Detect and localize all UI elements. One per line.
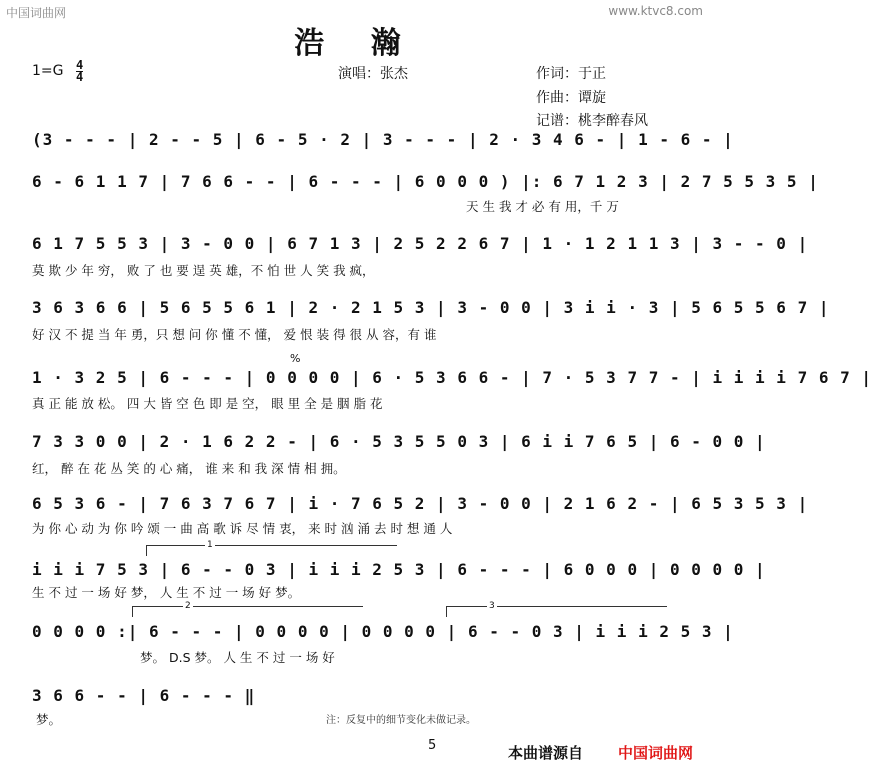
- score-system-lyrics: 为 你 心 动 为 你 吟 颂 一 曲 高 歌 诉 尽 情 衷， 来 时 汹 涌 去 时 想 通 人: [32, 521, 453, 536]
- time-signature-top: 4: [76, 58, 84, 72]
- score-system-notes: 3 6 3 6 6 | 5 6 5 5 6 1 | 2 · 2 1 5 3 | 3 - 0 0 | 3 i i · 3 | 5 6 5 5 6 7 |: [32, 298, 830, 317]
- score-system-notes: 3 6 6 - - | 6 - - - ‖: [32, 686, 256, 705]
- score-system-notes: 6 1 7 5 5 3 | 3 - 0 0 | 6 7 1 3 | 2 5 2 2 6 7 | 1 · 1 2 1 1 3 | 3 - - 0 |: [32, 234, 809, 253]
- score-system-lyrics: 莫 欺 少 年 穷， 败 了 也 要 逞 英 雄，不 怕 世 人 笑 我 疯，: [32, 263, 375, 278]
- composer: 作曲：谭旋: [536, 90, 606, 106]
- watermark-right: www.ktvc8.com: [608, 4, 703, 18]
- score-system-lyrics: 真 正 能 放 松。 四 大 皆 空 色 即 是 空， 眼 里 全 是 胭 脂 花: [32, 396, 383, 411]
- time-signature-bottom: 4: [76, 70, 84, 84]
- score-system-lyrics: 梦。: [36, 712, 62, 727]
- score-system-notes: i i i 7 5 3 | 6 - - 0 3 | i i i 2 5 3 | 6 - - - | 6 0 0 0 | 0 0 0 0 |: [32, 560, 766, 579]
- footer-site-link[interactable]: 中国词曲网: [618, 744, 694, 762]
- score-system-notes: 6 - 6 1 1 7 | 7 6 6 - - | 6 - - - | 6 0 0 0 ) |: 6 7 1 2 3 | 2 7 5 5 3 5 |: [32, 172, 819, 191]
- volta-label-3: 3: [489, 601, 495, 611]
- score-system-lyrics: 红， 醉 在 花 丛 笑 的 心 痛， 谁 来 和 我 深 情 相 拥。: [32, 461, 346, 476]
- score-system-lyrics: 天 生 我 才 必 有 用，千 万: [466, 199, 619, 214]
- performer: 演唱：张杰: [338, 66, 408, 82]
- volta-bracket-3: [446, 601, 667, 617]
- lyricist: 作词：于正: [536, 66, 606, 82]
- score-system-notes: (3 - - - | 2 - - 5 | 6 - 5 · 2 | 3 - - - | 2 · 3 4 6 - | 1 - 6 - |: [32, 130, 734, 149]
- volta-label-2: 2: [185, 601, 191, 611]
- song-title: 浩 瀚: [294, 26, 419, 61]
- score-system-notes: 6 5 3 6 - | 7 6 3 7 6 7 | i · 7 6 5 2 | 3 - 0 0 | 2 1 6 2 - | 6 5 3 5 3 |: [32, 494, 809, 513]
- score-system-lyrics: 生 不 过 一 场 好 梦， 人 生 不 过 一 场 好 梦。: [32, 585, 301, 600]
- volta-label-1: 1: [207, 540, 213, 550]
- key-signature: 1=G: [32, 63, 64, 79]
- footer-source-label: 本曲谱源自: [508, 744, 584, 762]
- score-system-lyrics: 梦。 D.S 梦。 人 生 不 过 一 场 好: [140, 650, 335, 665]
- score-system-notes: 7 3 3 0 0 | 2 · 1 6 2 2 - | 6 · 5 3 5 5 0 3 | 6 i i 7 6 5 | 6 - 0 0 |: [32, 432, 766, 451]
- transcriber: 记谱：桃李醉春风: [536, 113, 648, 129]
- footnote: 注：反复中的细节变化未做记录。: [326, 715, 476, 726]
- score-system-lyrics: 好 汉 不 提 当 年 勇，只 想 问 你 懂 不 懂， 爱 恨 装 得 很 从 容，有 谁: [32, 327, 437, 342]
- time-signature: [76, 60, 83, 83]
- page-number: 5: [428, 738, 437, 753]
- watermark-left: 中国词曲网: [6, 6, 67, 20]
- score-system-notes: 0 0 0 0 :| 6 - - - | 0 0 0 0 | 0 0 0 0 | 6 - - 0 3 | i i i 2 5 3 |: [32, 622, 734, 641]
- segno-sign: %: [290, 352, 301, 365]
- volta-bracket-1: [146, 540, 397, 556]
- score-system-notes: 1 · 3 2 5 | 6 - - - | 0 0 0 0 | 6 · 5 3 6 6 - | 7 · 5 3 7 7 - | i i i i 7 6 7 |: [32, 368, 872, 387]
- volta-bracket-2: [132, 601, 363, 617]
